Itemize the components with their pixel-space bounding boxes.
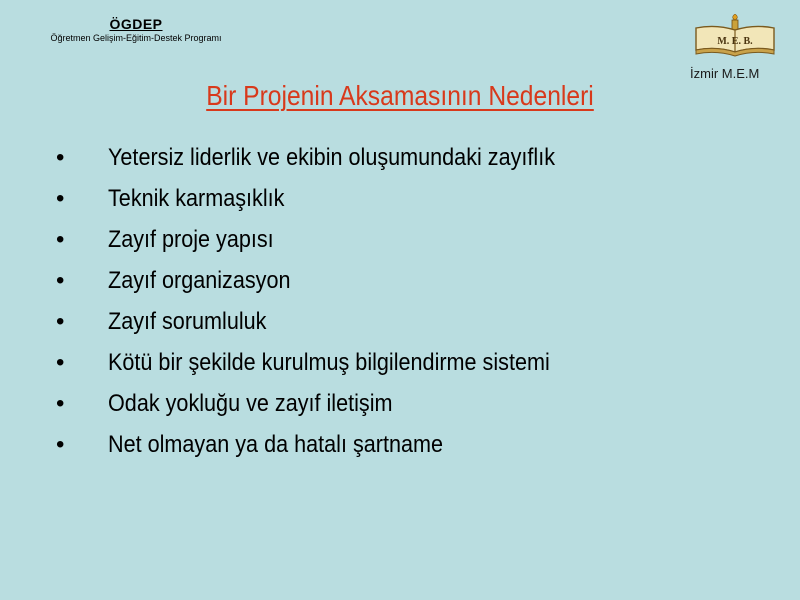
bullet-text: Zayıf organizasyon [108,267,291,294]
logo-text: M. E. B. [717,36,753,47]
slide-title: Bir Projenin Aksamasının Nedenleri [206,80,594,111]
bullet-point-icon: • [56,185,65,212]
bullet-point-icon: • [56,390,65,417]
bullet-text: Yetersiz liderlik ve ekibin oluşumundaki zayıflık [108,144,556,171]
org-subtitle: Öğretmen Gelişim-Eğitim-Destek Programı [50,33,222,43]
bullet-point-icon: • [56,431,65,458]
bullet-text: Kötü bir şekilde kurulmuş bilgilendirme sistemi [108,349,550,376]
org-name: ÖGDEP [109,16,163,32]
program-header [36,16,236,43]
book-torch-icon [692,14,780,58]
meb-logo [692,14,780,58]
bullet-point-icon: • [56,144,65,171]
bullet-point-icon: • [56,308,65,335]
bullet-point-icon: • [56,267,65,294]
city-label: İzmir M.E.M [690,66,760,81]
bullet-text: Odak yokluğu ve zayıf iletişim [108,390,393,417]
bullet-text: Zayıf proje yapısı [108,226,274,253]
bullet-point-icon: • [56,349,65,376]
bullet-text: Net olmayan ya da hatalı şartname [108,431,443,458]
bullet-point-icon: • [56,226,65,253]
bullet-text: Zayıf sorumluluk [108,308,267,335]
bullet-text: Teknik karmaşıklık [108,185,285,212]
